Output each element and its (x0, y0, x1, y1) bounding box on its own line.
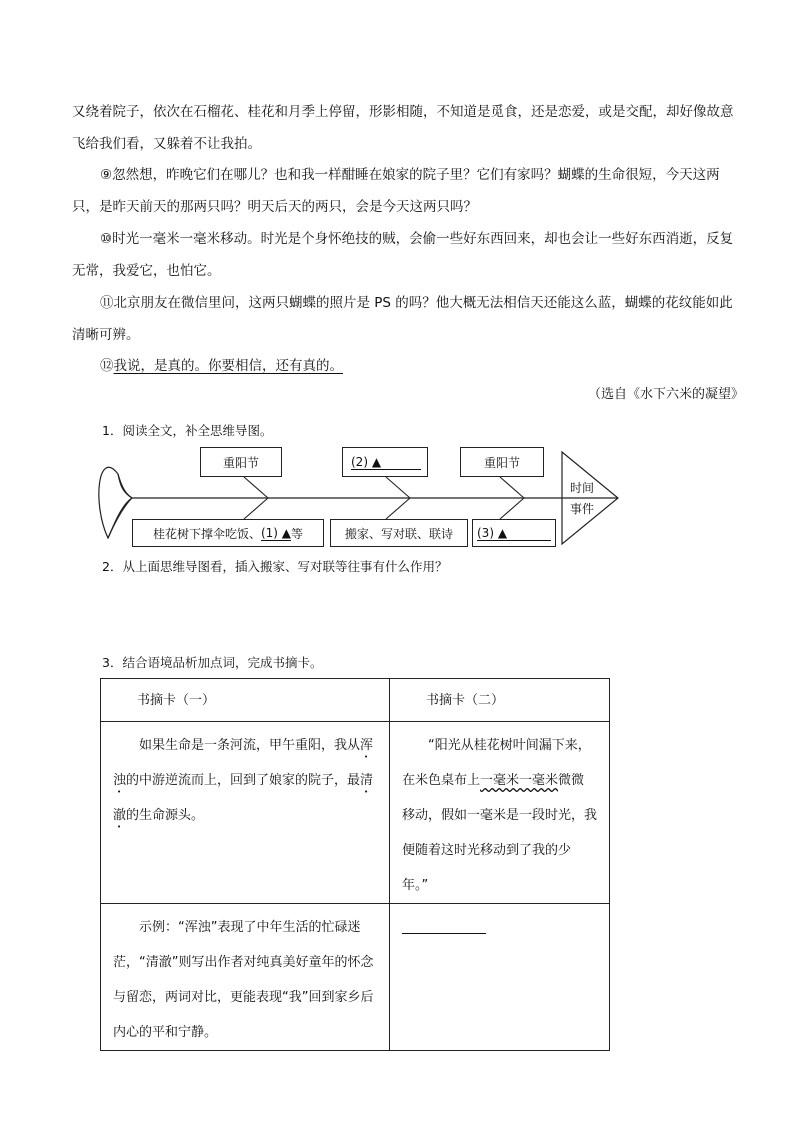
excerpt-text: 微微移动，假如一毫米是一段时光，我便随着这时光移动到了我的少年。” (402, 773, 598, 893)
paragraph-text: 北京朋友在微信里问，这两只蝴蝶的照片是 PS 的吗？他大概无法相信天还能这么蓝，蝴蝶的花纹能如此清晰可辨。 (72, 295, 733, 343)
box-label: 重阳节 (222, 455, 259, 470)
paragraph-10 (72, 223, 734, 287)
paragraph-number: ⑪ (100, 295, 114, 311)
card-header-1: 书摘卡（一） (101, 679, 390, 722)
paragraph-text: ⑨忽然想，昨晚它们在哪儿？也和我一样酣睡在娘家的院子里？它们有家吗？蝴蝶的生命很短，今天这两只，是昨天前天的那两只吗？明天后天的两只，会是今天这两只吗？ (72, 167, 720, 215)
paragraph-9 (72, 159, 734, 223)
answer-line (402, 933, 486, 934)
example-analysis: 示例：“浑浊”表现了中年生活的忙碌迷茫，“清澈”则写出作者对纯真美好童年的怀念与留恋，两词对比，更能表现“我”回到家乡后内心的平和宁静。 (113, 920, 374, 1040)
source-citation: （选自《水下六米的凝望》 (587, 387, 744, 402)
card-1-excerpt (101, 722, 390, 904)
question-3: 3．结合语境品析加点词，完成书摘卡。 (102, 655, 323, 670)
box-label: 等 (291, 526, 304, 541)
fishbone-top-box-3 (460, 447, 544, 477)
card-1-analysis (101, 904, 390, 1051)
fishbone-top-box-2 (342, 447, 428, 477)
fishbone-head-label-event: 事件 (569, 502, 594, 516)
excerpt-text: “阳光从桂花树叶间漏下来，在米色桌布上 (402, 738, 591, 788)
wavy-underlined-phrase: 一毫米一毫米 (480, 773, 559, 788)
card-2-text (402, 728, 597, 903)
paragraph-8-continued (72, 96, 734, 160)
paragraph-number: ⑫ (100, 358, 114, 374)
fishbone-head-label-time: 时间 (569, 481, 594, 495)
box-label: 桂花树下撑伞吃饭、 (152, 526, 261, 541)
answer-blank-2[interactable]: (2) ▲ (351, 455, 421, 470)
dotted-word: 清澈 (113, 773, 374, 823)
paragraph-text: ⑩时光一毫米一毫米移动。时光是个身怀绝技的贼，会偷一些好东西回来，却也会让一些好东西消逝，反复无常，我爱它，也怕它。 (72, 231, 734, 279)
question-1: 1．阅读全文，补全思维导图。 (102, 423, 273, 438)
card-2-analysis-answer-area[interactable] (390, 904, 610, 1051)
dotted-word: 浑浊 (113, 738, 374, 788)
paragraph-text-underlined: 我说，是真的。你要相信，还有真的。 (113, 358, 343, 374)
card-header-2: 书摘卡（二） (390, 679, 610, 722)
paragraph-12 (72, 350, 734, 382)
paragraph-text: 又绕着院子，依次在石榴花、桂花和月季上停留，形影相随，不知道是觅食，还是恋爱，或是交配，却好像故意飞给我们看，又躲着不让我拍。 (72, 104, 734, 152)
fishbone-diagram (96, 444, 626, 548)
excerpt-text: 的中游逆流而上，回到了娘家的院子，最 (126, 773, 361, 788)
question-2: 2．从上面思维导图看，插入搬家、写对联等往事有什么作用？ (102, 559, 448, 574)
box-label: 搬家、写对联、联诗 (344, 526, 453, 541)
answer-blank-1[interactable]: (1) ▲ (260, 525, 292, 540)
fishbone-bottom-box-2 (330, 519, 468, 547)
card-2-excerpt (390, 722, 610, 904)
excerpt-card-table (100, 678, 610, 1051)
answer-blank-3[interactable]: (3) ▲ (477, 526, 551, 541)
box-label: 重阳节 (483, 455, 520, 470)
fishbone-bottom-box-1 (132, 519, 324, 547)
excerpt-text: 的生命源头。 (126, 808, 205, 823)
excerpt-text: 如果生命是一条河流，甲午重阳，我从 (139, 738, 361, 753)
paragraph-11 (72, 287, 734, 351)
fishbone-top-box-1 (200, 447, 282, 477)
fishbone-bottom-box-3 (472, 519, 556, 547)
card-1-text (113, 728, 377, 833)
